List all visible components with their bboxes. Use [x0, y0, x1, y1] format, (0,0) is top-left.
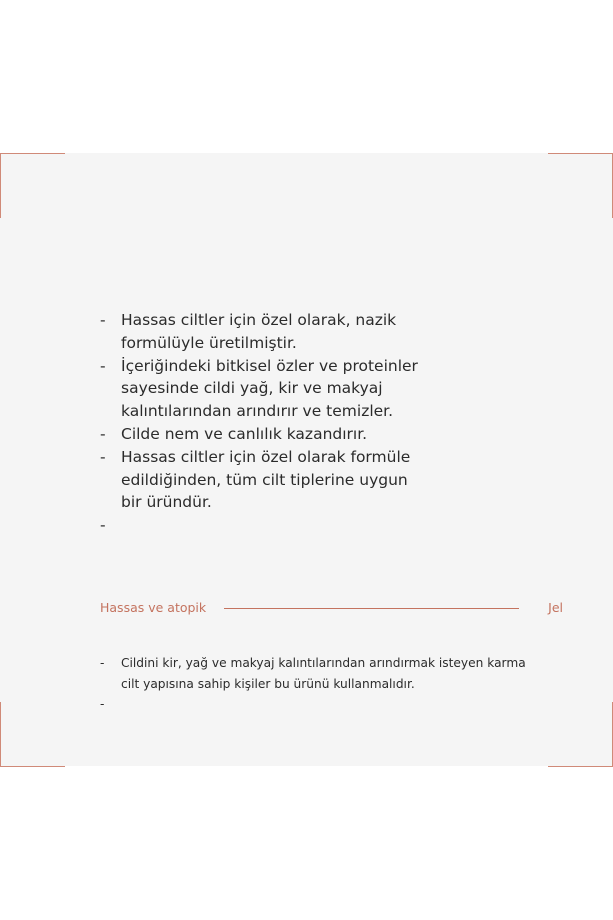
bullet-dash: - — [100, 447, 106, 466]
bullet-dash: - — [100, 311, 106, 329]
corner-mark-bottom-right — [548, 702, 613, 767]
list-item — [100, 653, 540, 694]
benefits-list — [100, 309, 420, 537]
list-item-text: Cilde nem ve canlılık kazandırır. — [121, 424, 368, 443]
bullet-dash: - — [100, 424, 106, 443]
list-item-text: Hassas ciltler için özel olarak formüle edildiğinden, tüm cilt tiplerine uygun bir üründür. — [121, 447, 411, 512]
list-item — [100, 423, 420, 446]
skin-type-label: Hassas ve atopik — [100, 600, 207, 615]
list-item-text: Hassas ciltler için özel olarak, nazik formülüyle üretilmiştir. — [121, 311, 397, 352]
corner-mark-top-left — [0, 153, 65, 218]
bullet-dash: - — [100, 697, 105, 711]
list-item — [100, 309, 420, 355]
corner-mark-top-right — [548, 153, 613, 218]
list-item-text: İçeriğindeki bitkisel özler ve proteinler sayesinde cildi yağ, kir ve makyaj kalıntılarından arındırır ve temizler. — [121, 356, 418, 421]
bullet-dash: - — [100, 516, 106, 535]
bullet-dash: - — [100, 656, 105, 670]
list-item — [100, 446, 420, 514]
list-item — [100, 694, 540, 715]
list-item — [100, 514, 420, 537]
list-item — [100, 355, 420, 423]
usage-list — [100, 653, 540, 715]
list-item-text: Cildini kir, yağ ve makyaj kalıntılarından arındırmak isteyen karma cilt yapısına sahip kişiler bu ürünü kullanmalıdır. — [121, 656, 526, 691]
corner-mark-bottom-left — [0, 702, 65, 767]
product-form-label: Jel — [548, 600, 563, 615]
divider-line — [224, 608, 519, 609]
section-divider — [100, 597, 563, 619]
bullet-dash: - — [100, 356, 106, 375]
